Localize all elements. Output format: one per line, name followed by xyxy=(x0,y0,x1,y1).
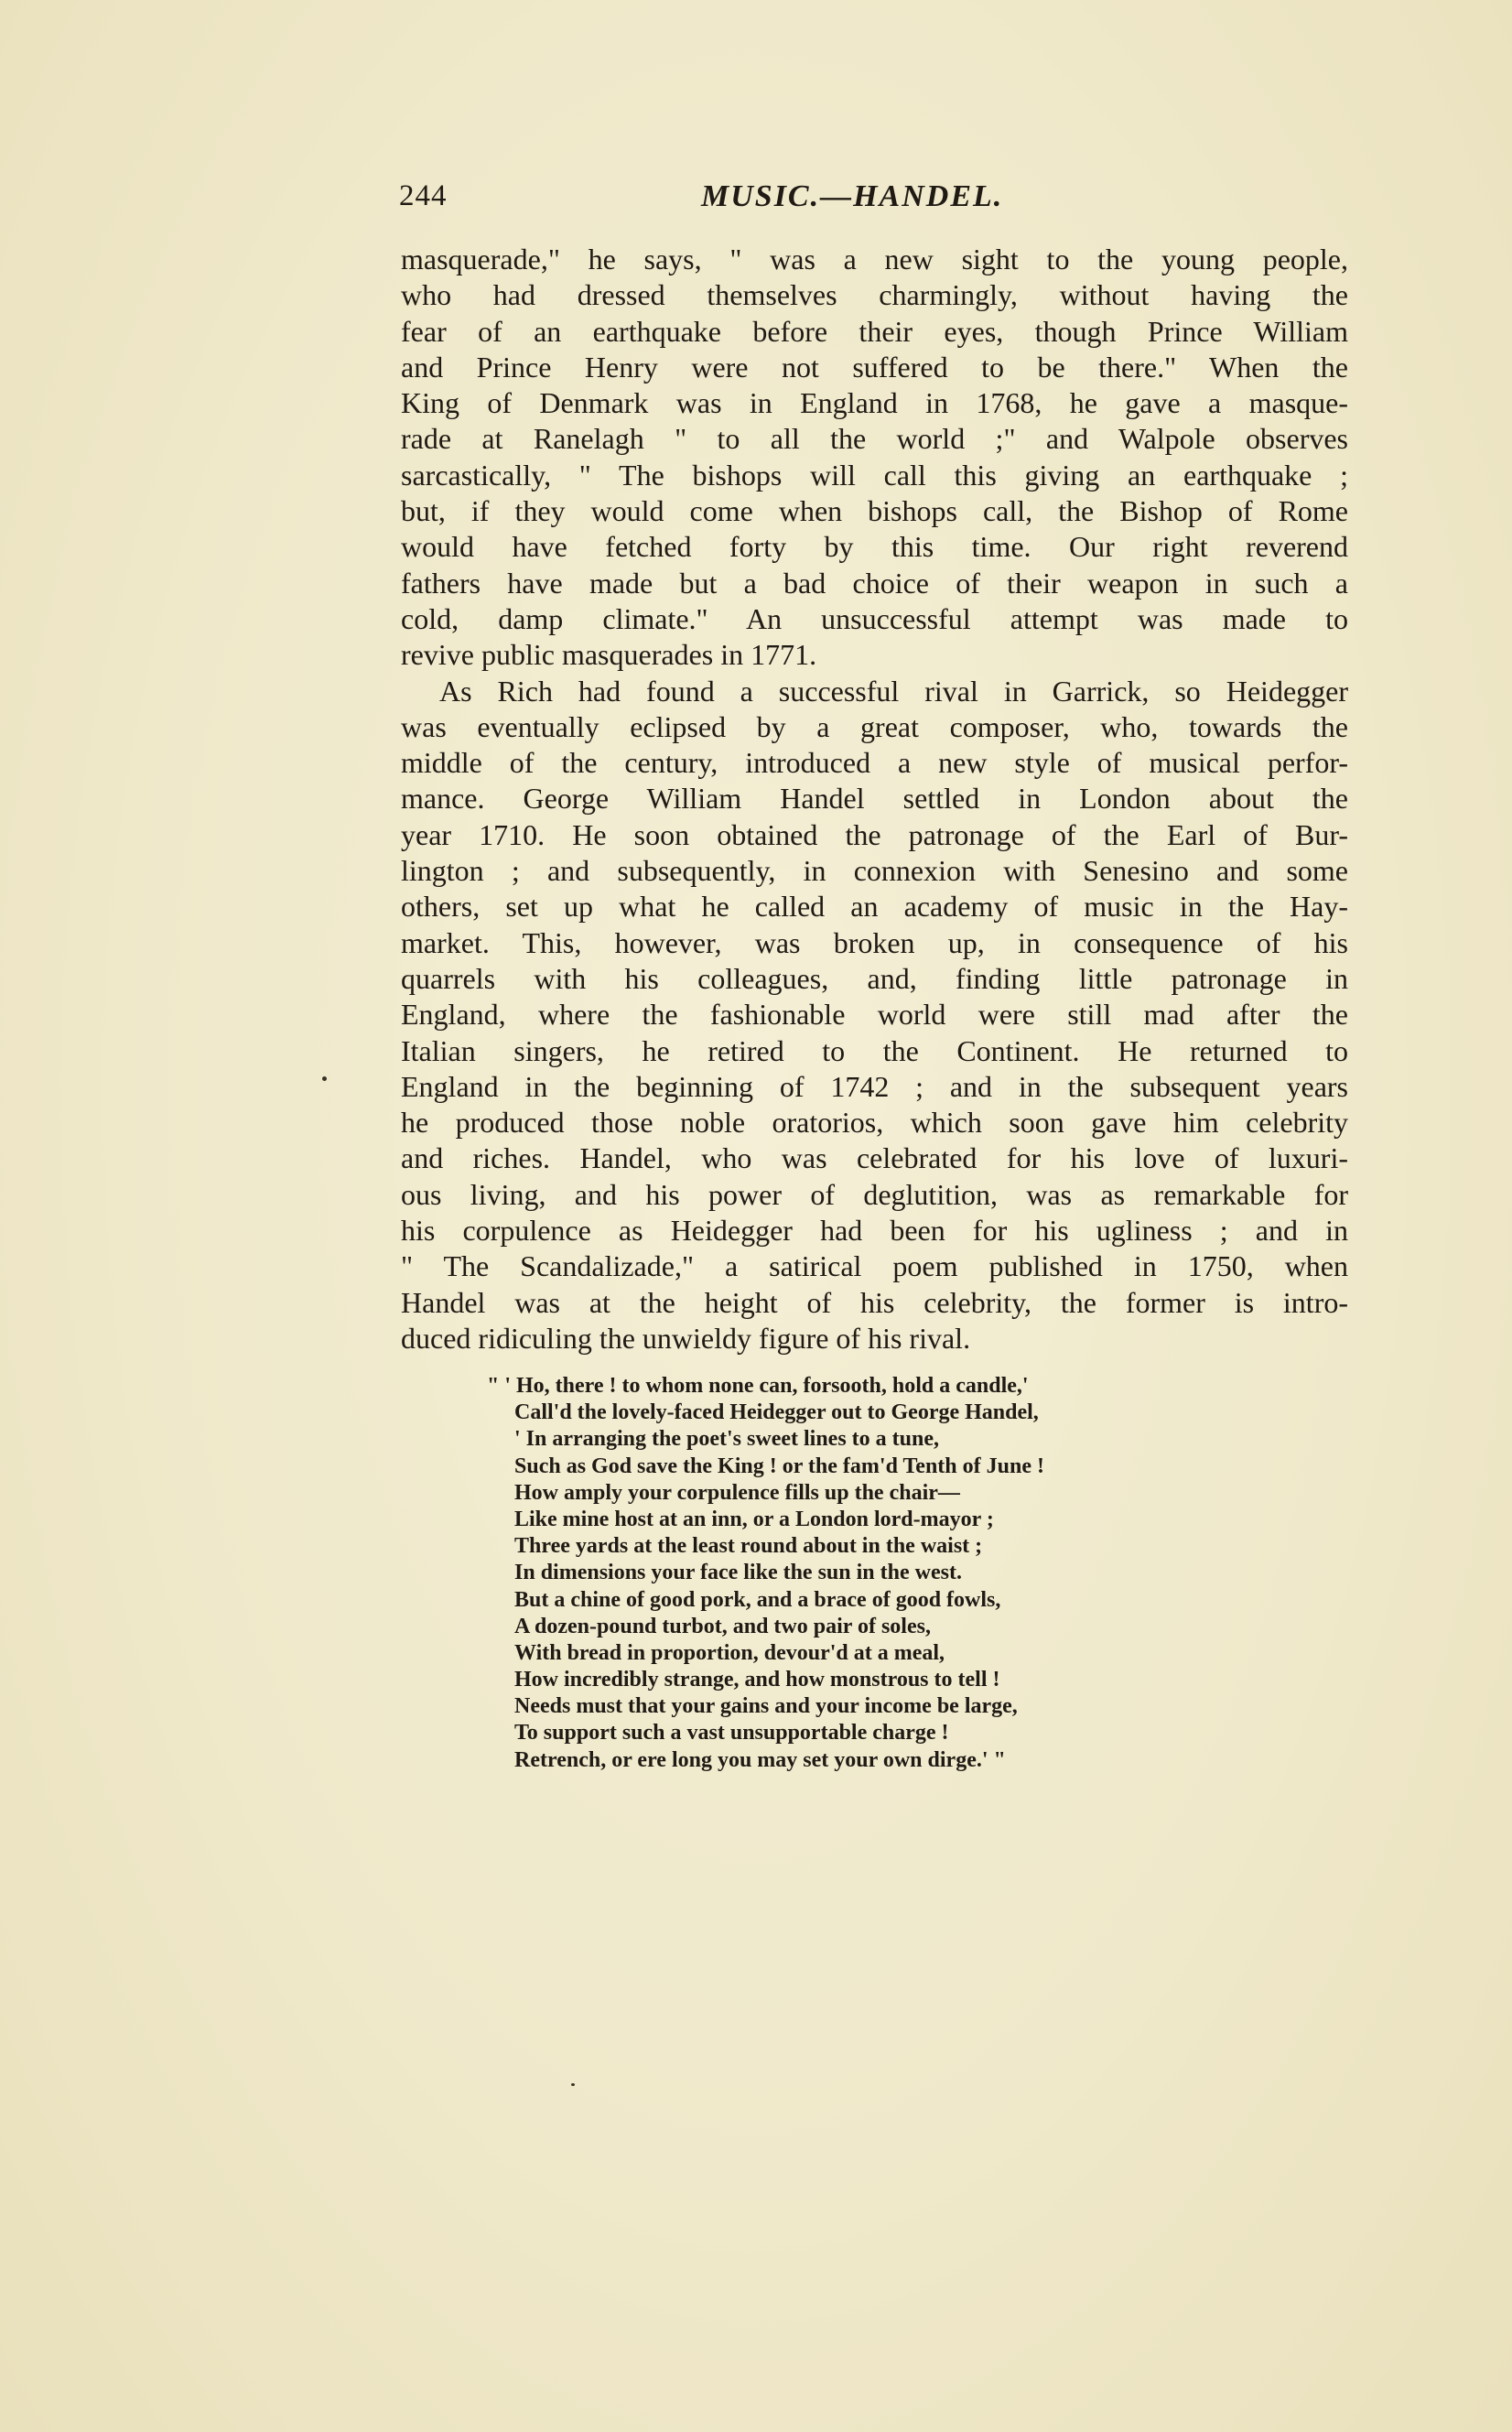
poem-line: A dozen-pound turbot, and two pair of soles, xyxy=(514,1614,931,1638)
ink-speck xyxy=(322,1076,327,1081)
text-line: As Rich had found a successful rival in Garrick, so Heidegger xyxy=(439,674,1348,708)
running-head xyxy=(399,179,1351,220)
poem-line: With bread in proportion, devour'd at a meal, xyxy=(514,1640,945,1665)
text-line: and riches. Handel, who was celebrated for his love of luxuri- xyxy=(401,1141,1348,1175)
poem-line: Such as God save the King ! or the fam'd Tenth of June ! xyxy=(514,1454,1044,1478)
body-text xyxy=(401,242,1348,1357)
text-line: ous living, and his power of deglutition, was as remarkable for xyxy=(401,1177,1348,1211)
text-line: fathers have made but a bad choice of their weapon in such a xyxy=(401,566,1348,600)
poem-line: ' In arranging the poet's sweet lines to a tune, xyxy=(514,1427,939,1452)
text-line: duced ridiculing the unwieldy figure of his rival. xyxy=(401,1321,971,1355)
text-line: rade at Ranelagh " to all the world ;" and Walpole observes xyxy=(401,422,1348,456)
text-line: Handel was at the height of his celebrity, the former is intro- xyxy=(401,1285,1348,1319)
text-line: others, set up what he called an academy of music in the Hay- xyxy=(401,890,1348,924)
text-line: quarrels with his colleagues, and, finding little patronage in xyxy=(401,961,1348,995)
text-line: England in the beginning of 1742 ; and in the subsequent years xyxy=(401,1069,1348,1103)
running-title: MUSIC.—HANDEL. xyxy=(701,179,1004,213)
text-line: year 1710. He soon obtained the patronage of the Earl of Bur- xyxy=(401,817,1348,851)
poem-line: In dimensions your face like the sun in the west. xyxy=(514,1561,962,1585)
ink-speck xyxy=(571,2083,575,2086)
text-line: cold, damp climate." An unsuccessful attempt was made to xyxy=(401,601,1348,635)
poem-line: Call'd the lovely-faced Heidegger out to George Handel, xyxy=(514,1400,1039,1425)
poem-quotation xyxy=(487,1373,1210,1774)
text-line: mance. George William Handel settled in London about the xyxy=(401,782,1348,816)
poem-line: Like mine host at an inn, or a London lord-mayor ; xyxy=(514,1507,994,1531)
text-line: was eventually eclipsed by a great composer, who, towards the xyxy=(401,709,1348,743)
text-line: would have fetched forty by this time. Our right reverend xyxy=(401,530,1348,564)
text-line: middle of the century, introduced a new style of musical perfor- xyxy=(401,746,1348,780)
text-line: market. This, however, was broken up, in consequence of his xyxy=(401,925,1348,959)
text-line: " The Scandalizade," a satirical poem published in 1750, when xyxy=(401,1249,1348,1283)
poem-line: How amply your corpulence fills up the chair— xyxy=(514,1480,960,1505)
text-line: fear of an earthquake before their eyes, though Prince William xyxy=(401,314,1348,348)
text-line: King of Denmark was in England in 1768, he gave a masque- xyxy=(401,386,1348,420)
poem-line: To support such a vast unsupportable charge ! xyxy=(514,1721,949,1746)
text-line: revive public masquerades in 1771. xyxy=(401,638,817,672)
poem-line: How incredibly strange, and how monstrous to tell ! xyxy=(514,1668,1000,1692)
page-number: 244 xyxy=(399,179,448,212)
text-line: he produced those noble oratorios, which soon gave him celebrity xyxy=(401,1106,1348,1140)
poem-line: " ' Ho, there ! to whom none can, forsooth, hold a candle,' xyxy=(487,1374,1029,1398)
poem-line: Retrench, or ere long you may set your own dirge.' " xyxy=(514,1747,1006,1772)
poem-line: Needs must that your gains and your income be large, xyxy=(514,1694,1018,1719)
text-line: but, if they would come when bishops call, the Bishop of Rome xyxy=(401,494,1348,528)
text-line: and Prince Henry were not suffered to be there." When the xyxy=(401,350,1348,384)
text-line: Italian singers, he retired to the Continent. He returned to xyxy=(401,1033,1348,1067)
text-line: masquerade," he says, " was a new sight to the young people, xyxy=(401,243,1348,276)
text-line: his corpulence as Heidegger had been for his ugliness ; and in xyxy=(401,1214,1348,1248)
poem-line: But a chine of good pork, and a brace of good fowls, xyxy=(514,1587,1001,1612)
text-line: who had dressed themselves charmingly, without having the xyxy=(401,278,1348,312)
text-line: sarcastically, " The bishops will call this giving an earthquake ; xyxy=(401,458,1348,492)
text-line: England, where the fashionable world were still mad after the xyxy=(401,998,1348,1032)
poem-line: Three yards at the least round about in the waist ; xyxy=(514,1534,983,1559)
text-line: lington ; and subsequently, in connexion with Senesino and some xyxy=(401,854,1348,888)
